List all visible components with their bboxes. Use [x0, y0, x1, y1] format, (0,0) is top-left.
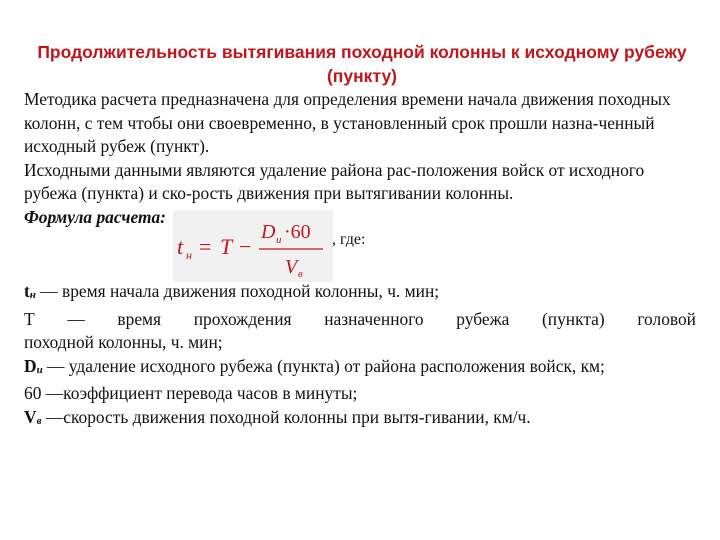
formula-lhs: t: [177, 234, 184, 259]
formula-T: T: [220, 234, 233, 259]
formula-minus: −: [239, 234, 252, 259]
formula-where: , где:: [332, 231, 366, 248]
definition-Vv: $V_в$ —скорость движения походной колонны при вытя-гивании, км/ч.: [24, 406, 531, 427]
formula-numerator-sub: и: [276, 234, 282, 246]
definition-Di: $D_и$ — удаление исходного рубежа (пункта) от района расположения войск, км;: [24, 355, 605, 376]
formula-svg: [173, 210, 333, 282]
definition-T-line1: Т — время прохождения назначенного рубежа (пункта) головой: [24, 308, 696, 329]
definition-tn: $t_н$ — время начала движения походной колонны, ч. мин;: [24, 281, 440, 301]
definition-symbol-tn: $t_н$: [24, 281, 36, 301]
formula-denominator-sub: в: [298, 268, 303, 280]
definition-symbol-Vv: $V_в$: [24, 406, 42, 427]
definition-T-line2: походной колонны, ч. мин;: [24, 332, 223, 352]
formula-numerator: D: [261, 221, 276, 243]
slide-title: Продолжительность вытягивания походной колонны к исходному рубежу (пункту): [37, 42, 687, 86]
body-text: [24, 88, 696, 229]
paragraph-input-data: Исходными данными являются удаление района рас-положения войск от исходного рубежа (пункта) и ско-рость движения при вытягивании колонны.: [24, 159, 645, 203]
formula-label-line: [24, 206, 696, 230]
formula-equals: =: [199, 234, 212, 259]
formula-numerator-rest: ·60: [284, 221, 311, 243]
definitions-list: [24, 280, 696, 433]
formula-lhs-sub: н: [186, 248, 192, 262]
formula-image: [173, 210, 333, 282]
formula-label: Формула расчета:: [24, 206, 166, 227]
definition-symbol-Di: $D_и$: [24, 355, 43, 376]
definition-60: 60 —коэффициент перевода часов в минуты;: [24, 383, 358, 403]
formula-denominator: V: [285, 256, 298, 278]
paragraph-methodology: Методика расчета предназначена для определения времени начала движения походных колонн, с тем чтобы они своевременно, в установленный срок прошли назна-ченный исходный рубеж (пункт).: [24, 89, 671, 156]
